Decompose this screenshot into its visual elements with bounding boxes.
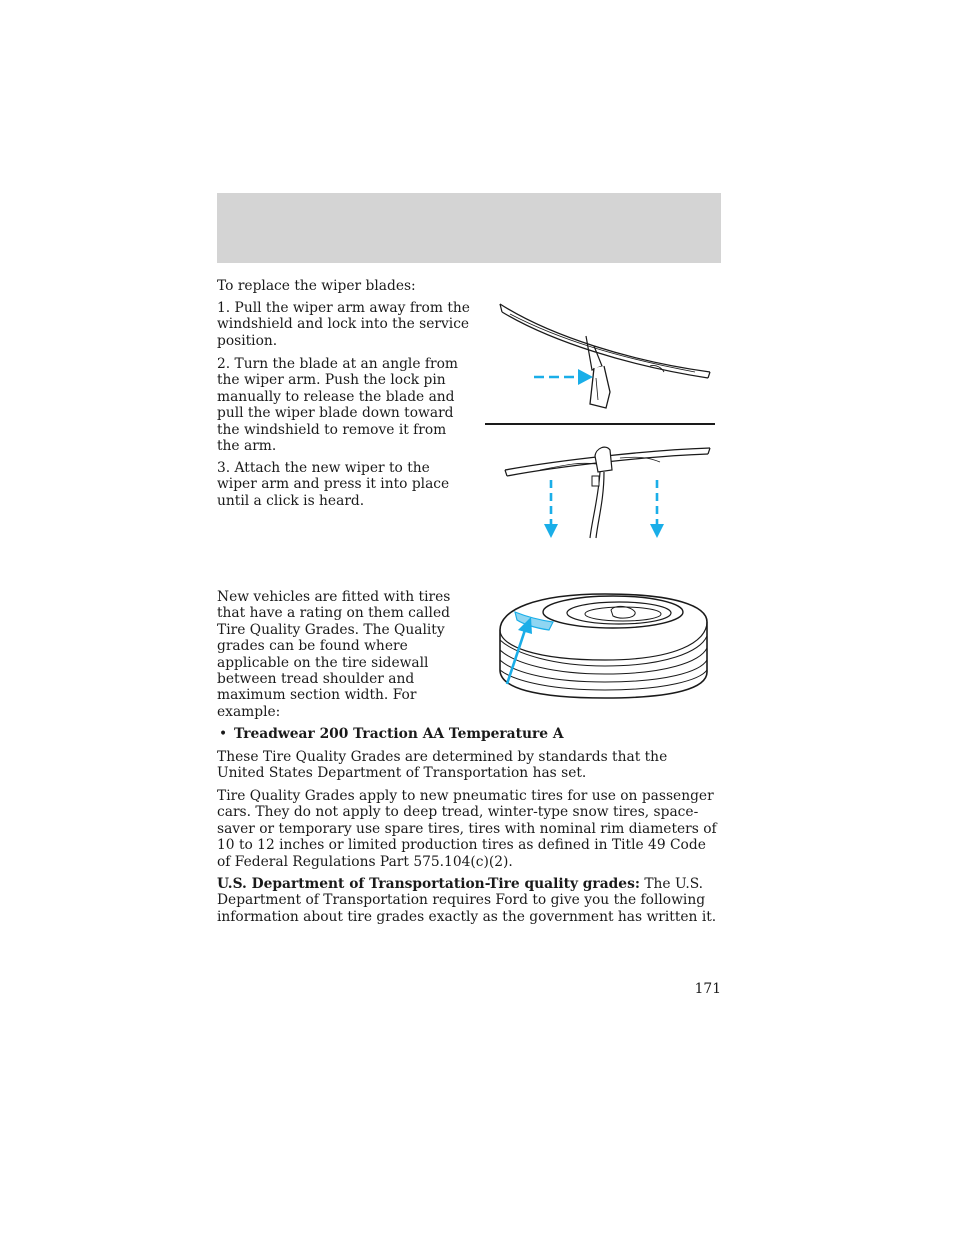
wiper-intro: To replace the wiper blades: [217, 278, 416, 294]
page-number: 171 [694, 981, 721, 997]
wiper-step-3: 3. Attach the new wiper to the wiper arm and press it into place until a click is heard. [217, 460, 450, 509]
wiper-install-illustration [500, 440, 720, 540]
arrow-head-right [650, 524, 664, 538]
paragraph-standards: These Tire Quality Grades are determined by standards that the United States Department of Transportation has set. [217, 749, 668, 782]
illustration-divider [485, 423, 715, 425]
treadwear-example: Treadwear 200 Traction AA Temperature A [234, 726, 564, 742]
bullet-dot: • [219, 726, 228, 742]
arrow-head [578, 369, 593, 385]
wiper-release-illustration [490, 296, 720, 416]
dot-grades-heading: U.S. Department of Transportation-Tire quality grades: [217, 876, 640, 892]
section-header-band [217, 193, 721, 263]
wiper-step-2: 2. Turn the blade at an angle from the wiper arm. Push the lock pin manually to release the blade and pull the wiper blade down toward the windshield to remove it from the arm. [217, 356, 458, 455]
paragraph-applicability: Tire Quality Grades apply to new pneumatic tires for use on passenger cars. They do not apply to deep tread, winter-type snow tires, space-saver or temporary use spare tires, tires with nominal rim diameters of 10 to 12 inches or limited production tires as defined in Title 49 Code of Federal Regulations Part 575.104(c)(2). [217, 788, 717, 870]
arrow-head-left [544, 524, 558, 538]
wiper-step-1: 1. Pull the wiper arm away from the windshield and lock into the service position. [217, 300, 470, 349]
dot-grades-text: The U.S. Department of Transportation requires Ford to give you the following information about tire grades exactly as the government has written it. [217, 876, 717, 925]
paragraph-dot-grades [217, 876, 717, 925]
tire-illustration [495, 590, 710, 702]
tire-intro: New vehicles are fitted with tires that have a rating on them called Tire Quality Grades. The Quality grades can be found where applicable on the tire sidewall between tread shoulder and maximum section width. For example: [217, 589, 451, 720]
